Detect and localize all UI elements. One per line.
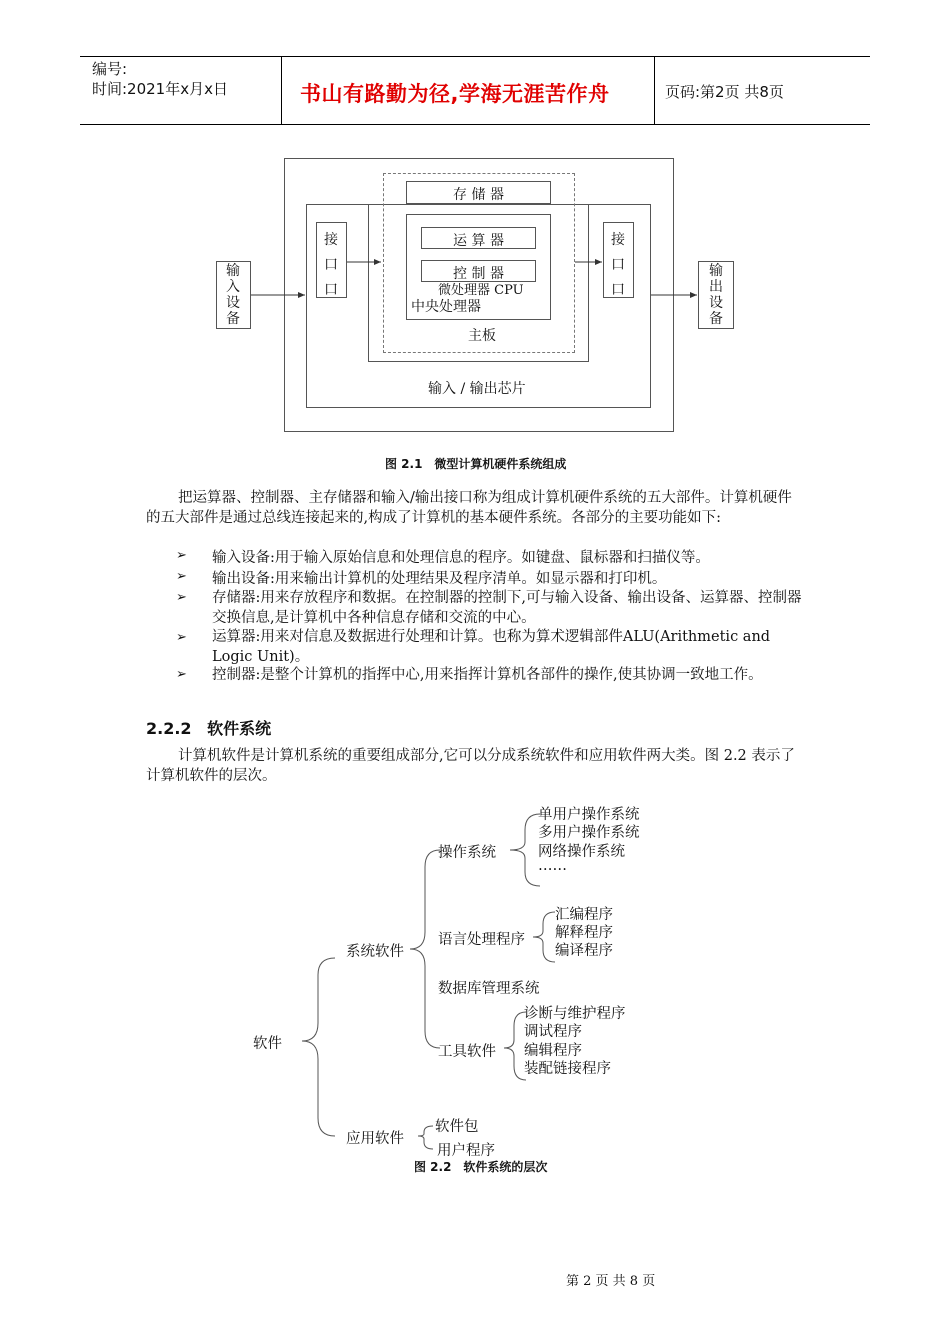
tree-app-item: 用户程序 [437,1143,495,1159]
intro-paragraph: 把运算器、控制器、主存储器和输入/输出接口称为组成计算机硬件系统的五大部件。计算机硬件的五大部件是通过总线连接起来的,构成了计算机的基本硬件系统。各部分的主要功能如下: [146,490,792,526]
tree-os-item: 多用户操作系统 [538,825,640,841]
brace-lang [533,912,555,962]
tree-os: 操作系统 [438,845,496,861]
tree-tool-item: 装配链接程序 [524,1061,611,1077]
page-footer: 第 2 页 共 8 页 [566,1274,656,1289]
list-item: 运算器:用来对信息及数据进行处理和计算。也称为算术逻辑部件ALU(Arithmetic and Logic Unit)。 [212,629,771,665]
tree-tool-item: 编辑程序 [524,1043,582,1059]
brace-system [410,850,440,1048]
list-item: 存储器:用来存放程序和数据。在控制器的控制下,可与输入设备、输出设备、运算器、控制器交换信息,是计算机中各种信息存储和交流的中心。 [212,590,802,626]
brace-root [302,958,335,1136]
list-item: 输出设备:用来输出计算机的处理结果及程序清单。如显示器和打印机。 [212,571,667,587]
header-motto: 书山有路勤为径,学海无涯苦作舟 [300,82,610,106]
bullet-arrow-icon: ➢ [176,548,187,563]
doc-number-label: 编号: [92,60,128,78]
section-number: 2.2.2 [146,719,192,738]
memory-label: 存 储 器 [453,187,504,203]
cpu-label-cn: 中央处理器 [411,299,481,315]
figure2-caption: 图 2.2 软件系统的层次 [414,1160,548,1174]
tree-app-item: 软件包 [435,1119,479,1135]
doc-time-label: 时间:2021年x月x日 [92,80,228,98]
tree-tool-item: 调试程序 [524,1024,582,1040]
tree-lang-item: 编译程序 [555,943,613,959]
cpu-label: 微处理器 CPU [438,283,524,298]
section-heading [146,716,271,739]
page-indicator: 页码:第2页 共8页 [665,83,784,101]
figure1-caption: 图 2.1 微型计算机硬件系统组成 [385,457,567,471]
io-chip-label: 输入 / 输出芯片 [428,381,526,397]
tree-tool-item: 诊断与维护程序 [524,1006,626,1022]
section-title: 软件系统 [207,719,272,738]
tree-system-software: 系统软件 [346,944,404,960]
software-intro-paragraph: 计算机软件是计算机系统的重要组成部分,它可以分成系统软件和应用软件两大类。图 2.2 表示了计算机软件的层次。 [146,748,795,784]
interface-right-label: 接口口 [611,232,625,298]
bullet-arrow-icon: ➢ [176,630,187,645]
brace-os [510,814,540,886]
motherboard-label: 主板 [468,328,496,344]
brace-app [418,1126,433,1149]
tree-dbms: 数据库管理系统 [438,981,540,997]
list-item: 控制器:是整个计算机的指挥中心,用来指挥计算机各部件的操作,使其协调一致地工作。 [212,667,763,683]
tree-os-item: …… [538,858,567,874]
controller-label: 控 制 器 [453,266,504,282]
interface-left-label: 接口口 [324,232,338,298]
tree-lang: 语言处理程序 [438,932,525,948]
bullet-arrow-icon: ➢ [176,569,187,584]
tree-root: 软件 [253,1036,282,1052]
list-item: 输入设备:用于输入原始信息和处理信息的程序。如键盘、鼠标器和扫描仪等。 [212,550,710,566]
input-device-label: 输入设备 [226,263,240,327]
brace-tools [504,1012,526,1080]
tree-lang-item: 解释程序 [555,925,613,941]
alu-label: 运 算 器 [453,233,504,249]
tree-os-item: 网络操作系统 [538,844,625,860]
output-device-label: 输出设备 [709,263,723,327]
tree-lang-item: 汇编程序 [555,907,613,923]
tree-tools: 工具软件 [438,1044,496,1060]
bullet-arrow-icon: ➢ [176,590,187,605]
bullet-arrow-icon: ➢ [176,667,187,682]
tree-os-item: 单用户操作系统 [538,807,640,823]
diagram-arrows [0,0,950,440]
tree-application-software: 应用软件 [346,1131,404,1147]
